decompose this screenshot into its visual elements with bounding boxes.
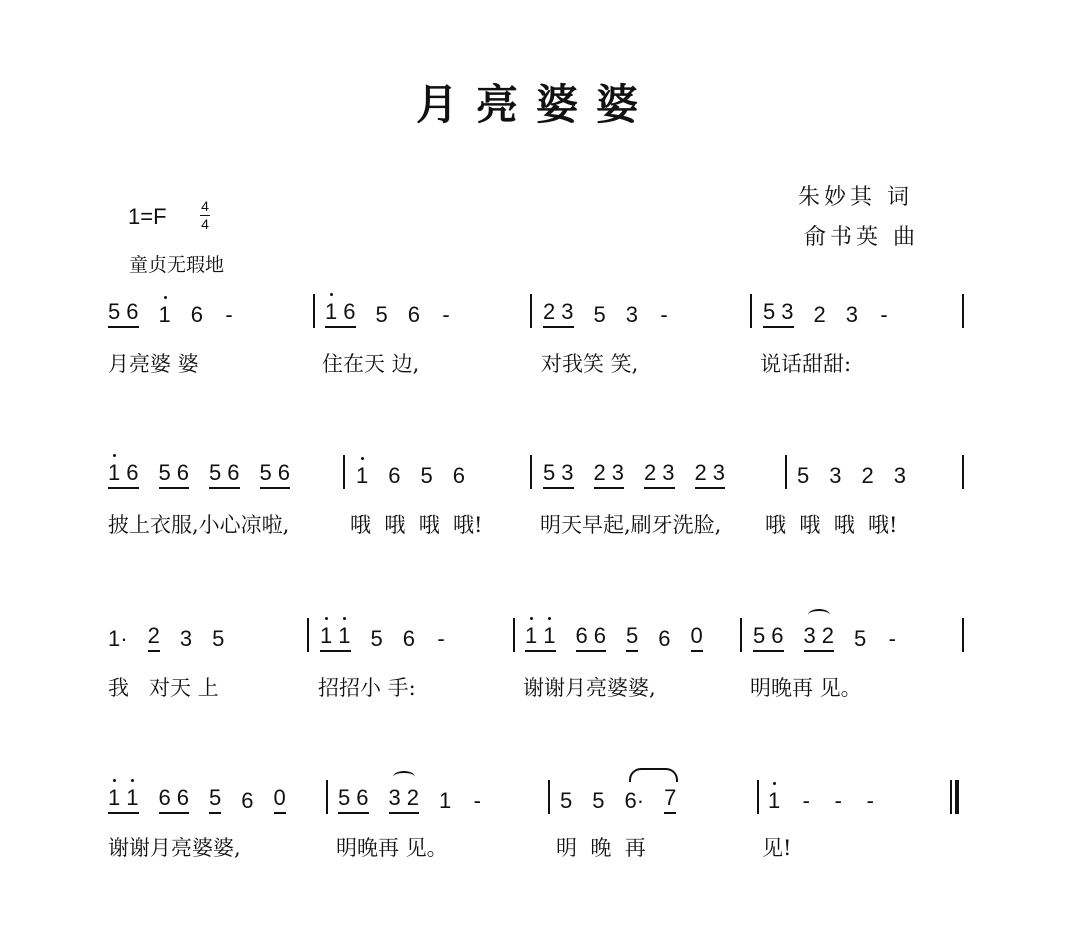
note: 5 [259, 460, 272, 485]
note-high: 1 [126, 785, 139, 810]
dash-extension: - [888, 626, 896, 651]
note: 5 [209, 785, 222, 810]
note: 6 [771, 623, 784, 648]
eighth-note-group [108, 785, 139, 814]
eighth-note-group [338, 785, 369, 814]
eighth-note-group [804, 623, 835, 652]
lyric-text: 明晚再 见。 [336, 836, 448, 860]
note: 6 [575, 623, 588, 648]
eighth-note-group [576, 623, 607, 652]
note: 1 [439, 788, 452, 813]
note: 6 [176, 785, 189, 810]
measure [320, 618, 447, 652]
eighth-note-group [325, 299, 356, 328]
note: 5 [592, 788, 605, 813]
note-high: 1 [356, 463, 369, 488]
fermata-arc [393, 771, 415, 783]
eighth-note-group [543, 299, 574, 328]
note: 2 [644, 460, 657, 485]
note: 5 [212, 626, 225, 651]
eighth-note-group [320, 623, 351, 652]
eighth-note-group [525, 623, 556, 652]
eighth-note-group [543, 460, 574, 489]
eighth-note-group [148, 623, 160, 652]
note: 5 [158, 460, 171, 485]
note: 3 [829, 463, 842, 488]
note: 6 [126, 460, 139, 485]
eighth-note-group [695, 460, 726, 489]
note: 5 [375, 302, 388, 327]
note: 6· [624, 788, 645, 813]
lyric-text: 披上衣服,小心凉啦, [108, 513, 290, 537]
note: 2 [593, 460, 606, 485]
note: 2 [861, 463, 874, 488]
lyric-text: 明天早起,刷牙洗脸, [540, 513, 722, 537]
note: 5 [209, 460, 222, 485]
eighth-note-group [594, 460, 625, 489]
tempo-marking: 童贞无瑕地 [129, 254, 225, 276]
dash-extension: - [473, 788, 481, 813]
measure [108, 455, 290, 489]
note: 6 [356, 785, 369, 810]
song-title: 月亮婆婆 [415, 80, 656, 129]
eighth-note-group [260, 460, 291, 489]
lyric-text: 见! [762, 836, 792, 860]
barline [530, 294, 532, 328]
eighth-note-group [209, 460, 240, 489]
lyric-text: 谢谢月亮婆婆, [523, 676, 656, 700]
barline [513, 618, 515, 652]
lyric-text: 哦 哦 哦 哦! [350, 513, 483, 537]
note: 3 [179, 626, 193, 651]
note: 5 [797, 463, 810, 488]
note: 6 [452, 463, 465, 488]
note-high: 1 [320, 623, 333, 648]
measure [543, 294, 670, 328]
note: 3 [781, 299, 794, 324]
dash-extension: - [660, 302, 668, 327]
note: 3 [893, 463, 906, 488]
barline [313, 294, 315, 328]
note: 7 [664, 785, 677, 810]
eighth-note-group [763, 299, 794, 328]
note-high: 1 [525, 623, 538, 648]
note: 6 [658, 626, 671, 651]
note: 2 [406, 785, 419, 810]
note: 2 [821, 623, 834, 648]
lyric-text: 说话甜甜: [760, 352, 852, 376]
note: 3 [845, 302, 858, 327]
note: 6 [176, 460, 189, 485]
note: 5 [753, 623, 766, 648]
eighth-note-group [159, 460, 190, 489]
fermata-arc [808, 609, 830, 621]
barline [530, 455, 532, 489]
note-high: 1 [325, 299, 338, 324]
measure [356, 455, 465, 489]
note-high: 1 [158, 302, 171, 327]
note-high: 1 [108, 460, 121, 485]
note: 0 [273, 785, 286, 810]
lyric-text: 我 对天 上 [108, 676, 219, 700]
measure [108, 294, 235, 328]
eighth-note-group [691, 623, 703, 652]
note: 0 [690, 623, 703, 648]
dash-extension: - [442, 302, 450, 327]
measure [325, 294, 452, 328]
note: 2 [147, 623, 160, 648]
lyricist-credit: 朱妙其 词 [798, 185, 913, 210]
barline [785, 455, 787, 489]
note: 3 [803, 623, 816, 648]
barline [962, 618, 964, 652]
note: 5 [420, 463, 433, 488]
eighth-note-group [389, 785, 420, 814]
lyric-text: 哦 哦 哦 哦! [765, 513, 898, 537]
slur-arc [629, 768, 678, 782]
note: 3 [611, 460, 624, 485]
note: 5 [593, 302, 606, 327]
note-high: 1 [543, 623, 556, 648]
note: 3 [561, 460, 574, 485]
measure [543, 455, 725, 489]
barline [962, 294, 964, 328]
note: 6 [593, 623, 606, 648]
note: 6 [158, 785, 171, 810]
barline [757, 780, 759, 814]
note: 1· [108, 626, 128, 651]
eighth-note-group [209, 785, 221, 814]
note: 2 [813, 302, 826, 327]
note: 6 [402, 626, 415, 651]
note: 5 [108, 299, 121, 324]
time-signature-top: 4 [201, 198, 209, 214]
final-barline-thick [955, 780, 959, 814]
note-high: 1 [338, 623, 351, 648]
dash-extension: - [437, 626, 445, 651]
eighth-note-group [753, 623, 784, 652]
barline [326, 780, 328, 814]
eighth-note-group [626, 623, 638, 652]
note: 3 [712, 460, 725, 485]
barline [750, 294, 752, 328]
dash-extension: - [802, 788, 810, 813]
note: 5 [543, 460, 556, 485]
note: 6 [343, 299, 356, 324]
eighth-note-group [108, 299, 139, 328]
measure [525, 618, 703, 652]
note: 6 [388, 463, 401, 488]
eighth-note-group [159, 785, 190, 814]
lyric-text: 明 晚 再 [556, 836, 646, 860]
dash-extension: - [225, 302, 233, 327]
note: 6 [241, 788, 254, 813]
eighth-note-group [274, 785, 286, 814]
lyric-text: 月亮婆 婆 [108, 352, 199, 376]
barline [343, 455, 345, 489]
dash-extension: - [880, 302, 888, 327]
measure [763, 294, 890, 328]
measure [560, 780, 676, 814]
dash-extension: - [866, 788, 874, 813]
note-high: 1 [108, 785, 121, 810]
lyric-text: 谢谢月亮婆婆, [108, 836, 241, 860]
note: 6 [126, 299, 139, 324]
note: 6 [407, 302, 420, 327]
time-signature-bottom: 4 [201, 216, 209, 232]
key-signature: 1=F [128, 204, 167, 229]
barline [307, 618, 309, 652]
measure [108, 780, 286, 814]
time-signature [200, 199, 210, 232]
note: 2 [694, 460, 707, 485]
measure [338, 780, 483, 814]
note: 3 [625, 302, 638, 327]
composer-credit: 俞书英 曲 [804, 225, 919, 250]
note: 5 [370, 626, 383, 651]
note: 5 [338, 785, 351, 810]
measure [797, 455, 906, 489]
eighth-note-group [644, 460, 675, 489]
measure [753, 618, 898, 652]
note: 2 [543, 299, 556, 324]
measure [768, 780, 876, 814]
note: 5 [763, 299, 776, 324]
note-high: 1 [768, 788, 781, 813]
barline [740, 618, 742, 652]
note: 3 [662, 460, 675, 485]
note: 5 [626, 623, 639, 648]
barline [548, 780, 550, 814]
eighth-note-group [664, 785, 676, 814]
eighth-note-group [108, 460, 139, 489]
note: 3 [561, 299, 574, 324]
note: 3 [388, 785, 401, 810]
note: 5 [560, 788, 573, 813]
measure [108, 618, 224, 652]
note: 6 [277, 460, 290, 485]
final-barline-thin [950, 780, 952, 814]
lyric-text: 对我笑 笑, [541, 352, 639, 376]
barline [962, 455, 964, 489]
lyric-text: 住在天 边, [322, 352, 420, 376]
lyric-text: 招招小 手: [318, 676, 416, 700]
lyric-text: 明晚再 见。 [750, 676, 862, 700]
dash-extension: - [834, 788, 842, 813]
note: 5 [854, 626, 867, 651]
note: 6 [190, 302, 203, 327]
note: 6 [227, 460, 240, 485]
